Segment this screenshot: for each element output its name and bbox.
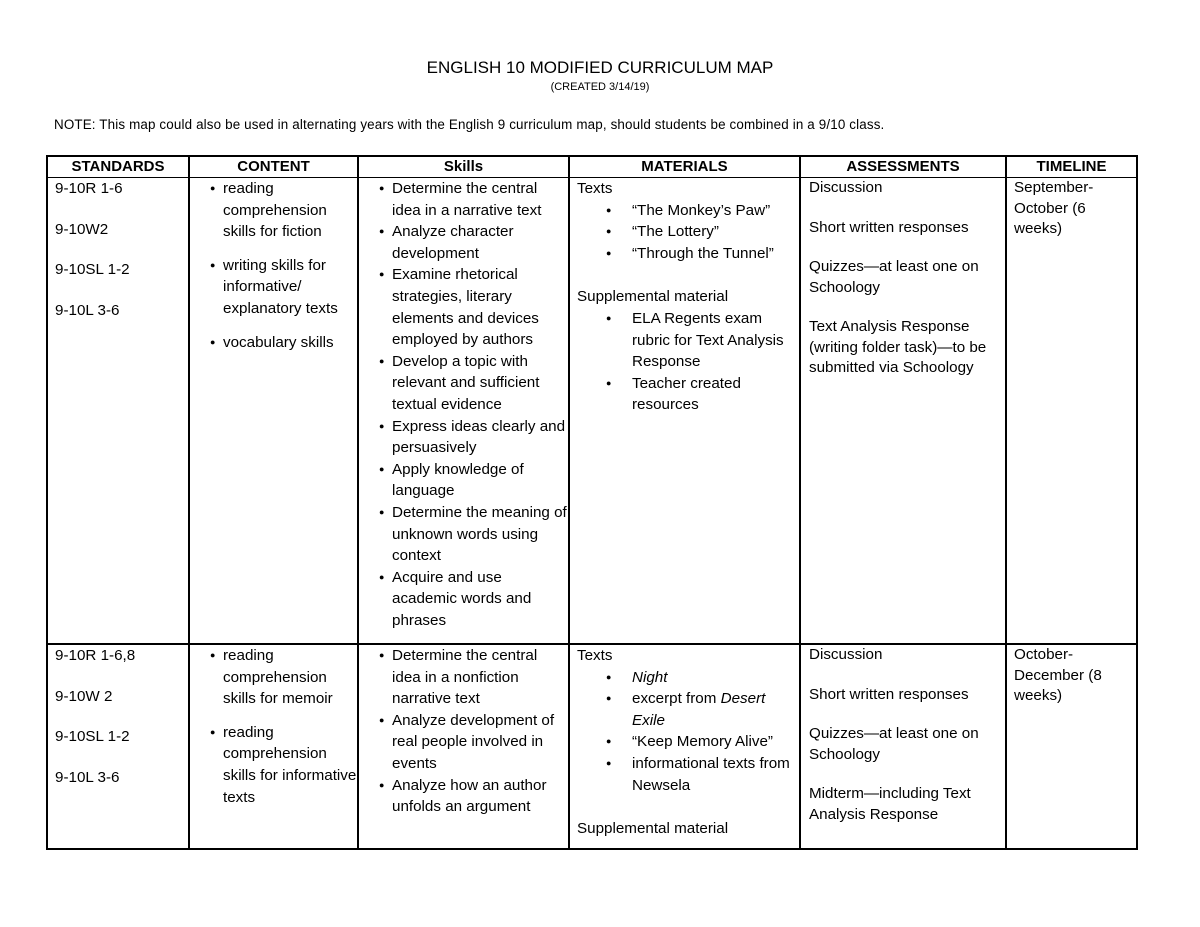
skill-item: ● Develop a topic with relevant and sufficient textual evidence xyxy=(376,351,568,416)
material-item xyxy=(577,688,799,731)
row1-materials xyxy=(577,178,799,416)
materials-supplemental-heading: Supplemental material xyxy=(577,820,729,838)
row2-assessments xyxy=(809,645,1004,825)
standard-item: 9-10SL 1-2 xyxy=(55,261,130,279)
row2-materials xyxy=(577,645,799,848)
column-divider xyxy=(1136,155,1138,850)
standard-item: 9-10W2 xyxy=(55,220,109,238)
material-item: ● informational texts from Newsela xyxy=(577,753,799,796)
column-divider xyxy=(568,155,570,850)
assessment-item: Short written responses xyxy=(809,685,969,703)
material-item: ● “The Monkey’s Paw” xyxy=(577,200,799,222)
assessment-item: Discussion xyxy=(809,646,883,663)
column-divider xyxy=(188,155,190,850)
skill-item: ● Determine the central idea in a narrative text xyxy=(376,178,568,221)
material-item: ● “Keep Memory Alive” xyxy=(577,731,799,753)
row2-standards xyxy=(55,645,185,788)
header-materials: MATERIALS xyxy=(641,158,728,175)
content-item: ● reading comprehension skills for fiction xyxy=(207,178,357,243)
standard-item: 9-10R 1-6 xyxy=(55,180,123,197)
note-text: NOTE: This map could also be used in alternating years with the English 9 curriculum map, should students be combined in a 9/10 class. xyxy=(54,117,885,132)
row1-skills xyxy=(376,178,568,631)
column-divider xyxy=(799,155,801,850)
row2-timeline: October-December (8 weeks) xyxy=(1014,646,1102,704)
header-content: CONTENT xyxy=(237,158,310,175)
material-item: ● ELA Regents exam rubric for Text Analysis Response xyxy=(577,308,799,373)
assessment-item: Midterm—including Text Analysis Response xyxy=(809,785,971,823)
materials-supplemental-heading: Supplemental material xyxy=(577,288,729,306)
page-subtitle: (CREATED 3/14/19) xyxy=(550,81,650,93)
content-item: ● writing skills for informative/ explanatory texts xyxy=(207,255,357,320)
assessment-item: Quizzes—at least one on Schoology xyxy=(809,725,979,763)
skill-item: ● Determine the central idea in a nonfiction narrative text xyxy=(376,645,568,710)
row1-timeline: September-October (6 weeks) xyxy=(1014,179,1094,237)
content-item: ● reading comprehension skills for informative texts xyxy=(207,722,357,808)
row1-content xyxy=(207,178,357,353)
row2-content xyxy=(207,645,357,808)
assessment-item: Text Analysis Response (writing folder task)—to be submitted via Schoology xyxy=(809,318,987,376)
assessment-item: Discussion xyxy=(809,179,883,196)
standard-item: 9-10L 3-6 xyxy=(55,768,120,786)
standard-item: 9-10W 2 xyxy=(55,687,113,705)
skill-item: ● Express ideas clearly and persuasively xyxy=(376,416,568,459)
header-standards: STANDARDS xyxy=(71,158,165,175)
standard-item: 9-10SL 1-2 xyxy=(55,728,130,746)
skill-item: ● Apply knowledge of language xyxy=(376,459,568,502)
materials-texts-heading: Texts xyxy=(577,180,613,197)
excerpt-title: Desert Exile xyxy=(632,690,766,729)
row2-skills xyxy=(376,645,568,818)
content-item: ● vocabulary skills xyxy=(207,332,357,354)
material-item: ● “Through the Tunnel” xyxy=(577,243,799,265)
page-title: ENGLISH 10 MODIFIED CURRICULUM MAP xyxy=(426,58,774,77)
assessment-item: Short written responses xyxy=(809,218,969,236)
row1-assessments xyxy=(809,178,1004,379)
material-item: ● Teacher created resources xyxy=(577,373,799,416)
skill-item: ● Analyze character development xyxy=(376,221,568,264)
excerpt-prefix: excerpt from xyxy=(632,690,721,708)
column-divider xyxy=(46,155,48,850)
skill-item: ● Examine rhetorical strategies, literary elements and devices employed by authors xyxy=(376,264,568,350)
material-item: ● “The Lottery” xyxy=(577,221,799,243)
skill-item: ● Analyze development of real people involved in events xyxy=(376,710,568,775)
header-timeline: TIMELINE xyxy=(1036,158,1107,175)
skill-item: ● Analyze how an author unfolds an argument xyxy=(376,775,568,818)
standard-item: 9-10R 1-6,8 xyxy=(55,647,136,664)
header-assessments: ASSESSMENTS xyxy=(846,158,960,175)
skill-item: ● Acquire and use academic words and phrases xyxy=(376,567,568,632)
header-skills: Skills xyxy=(443,158,484,175)
table-border-bottom xyxy=(46,848,1138,850)
standard-item: 9-10L 3-6 xyxy=(55,301,120,319)
material-item: ● Night xyxy=(577,667,799,689)
row1-standards xyxy=(55,178,185,321)
content-item: ● reading comprehension skills for memoir xyxy=(207,645,357,710)
skill-item: ● Determine the meaning of unknown words using context xyxy=(376,502,568,567)
column-divider xyxy=(1005,155,1007,850)
assessment-item: Quizzes—at least one on Schoology xyxy=(809,258,979,296)
materials-texts-heading: Texts xyxy=(577,647,613,664)
column-divider xyxy=(357,155,359,850)
